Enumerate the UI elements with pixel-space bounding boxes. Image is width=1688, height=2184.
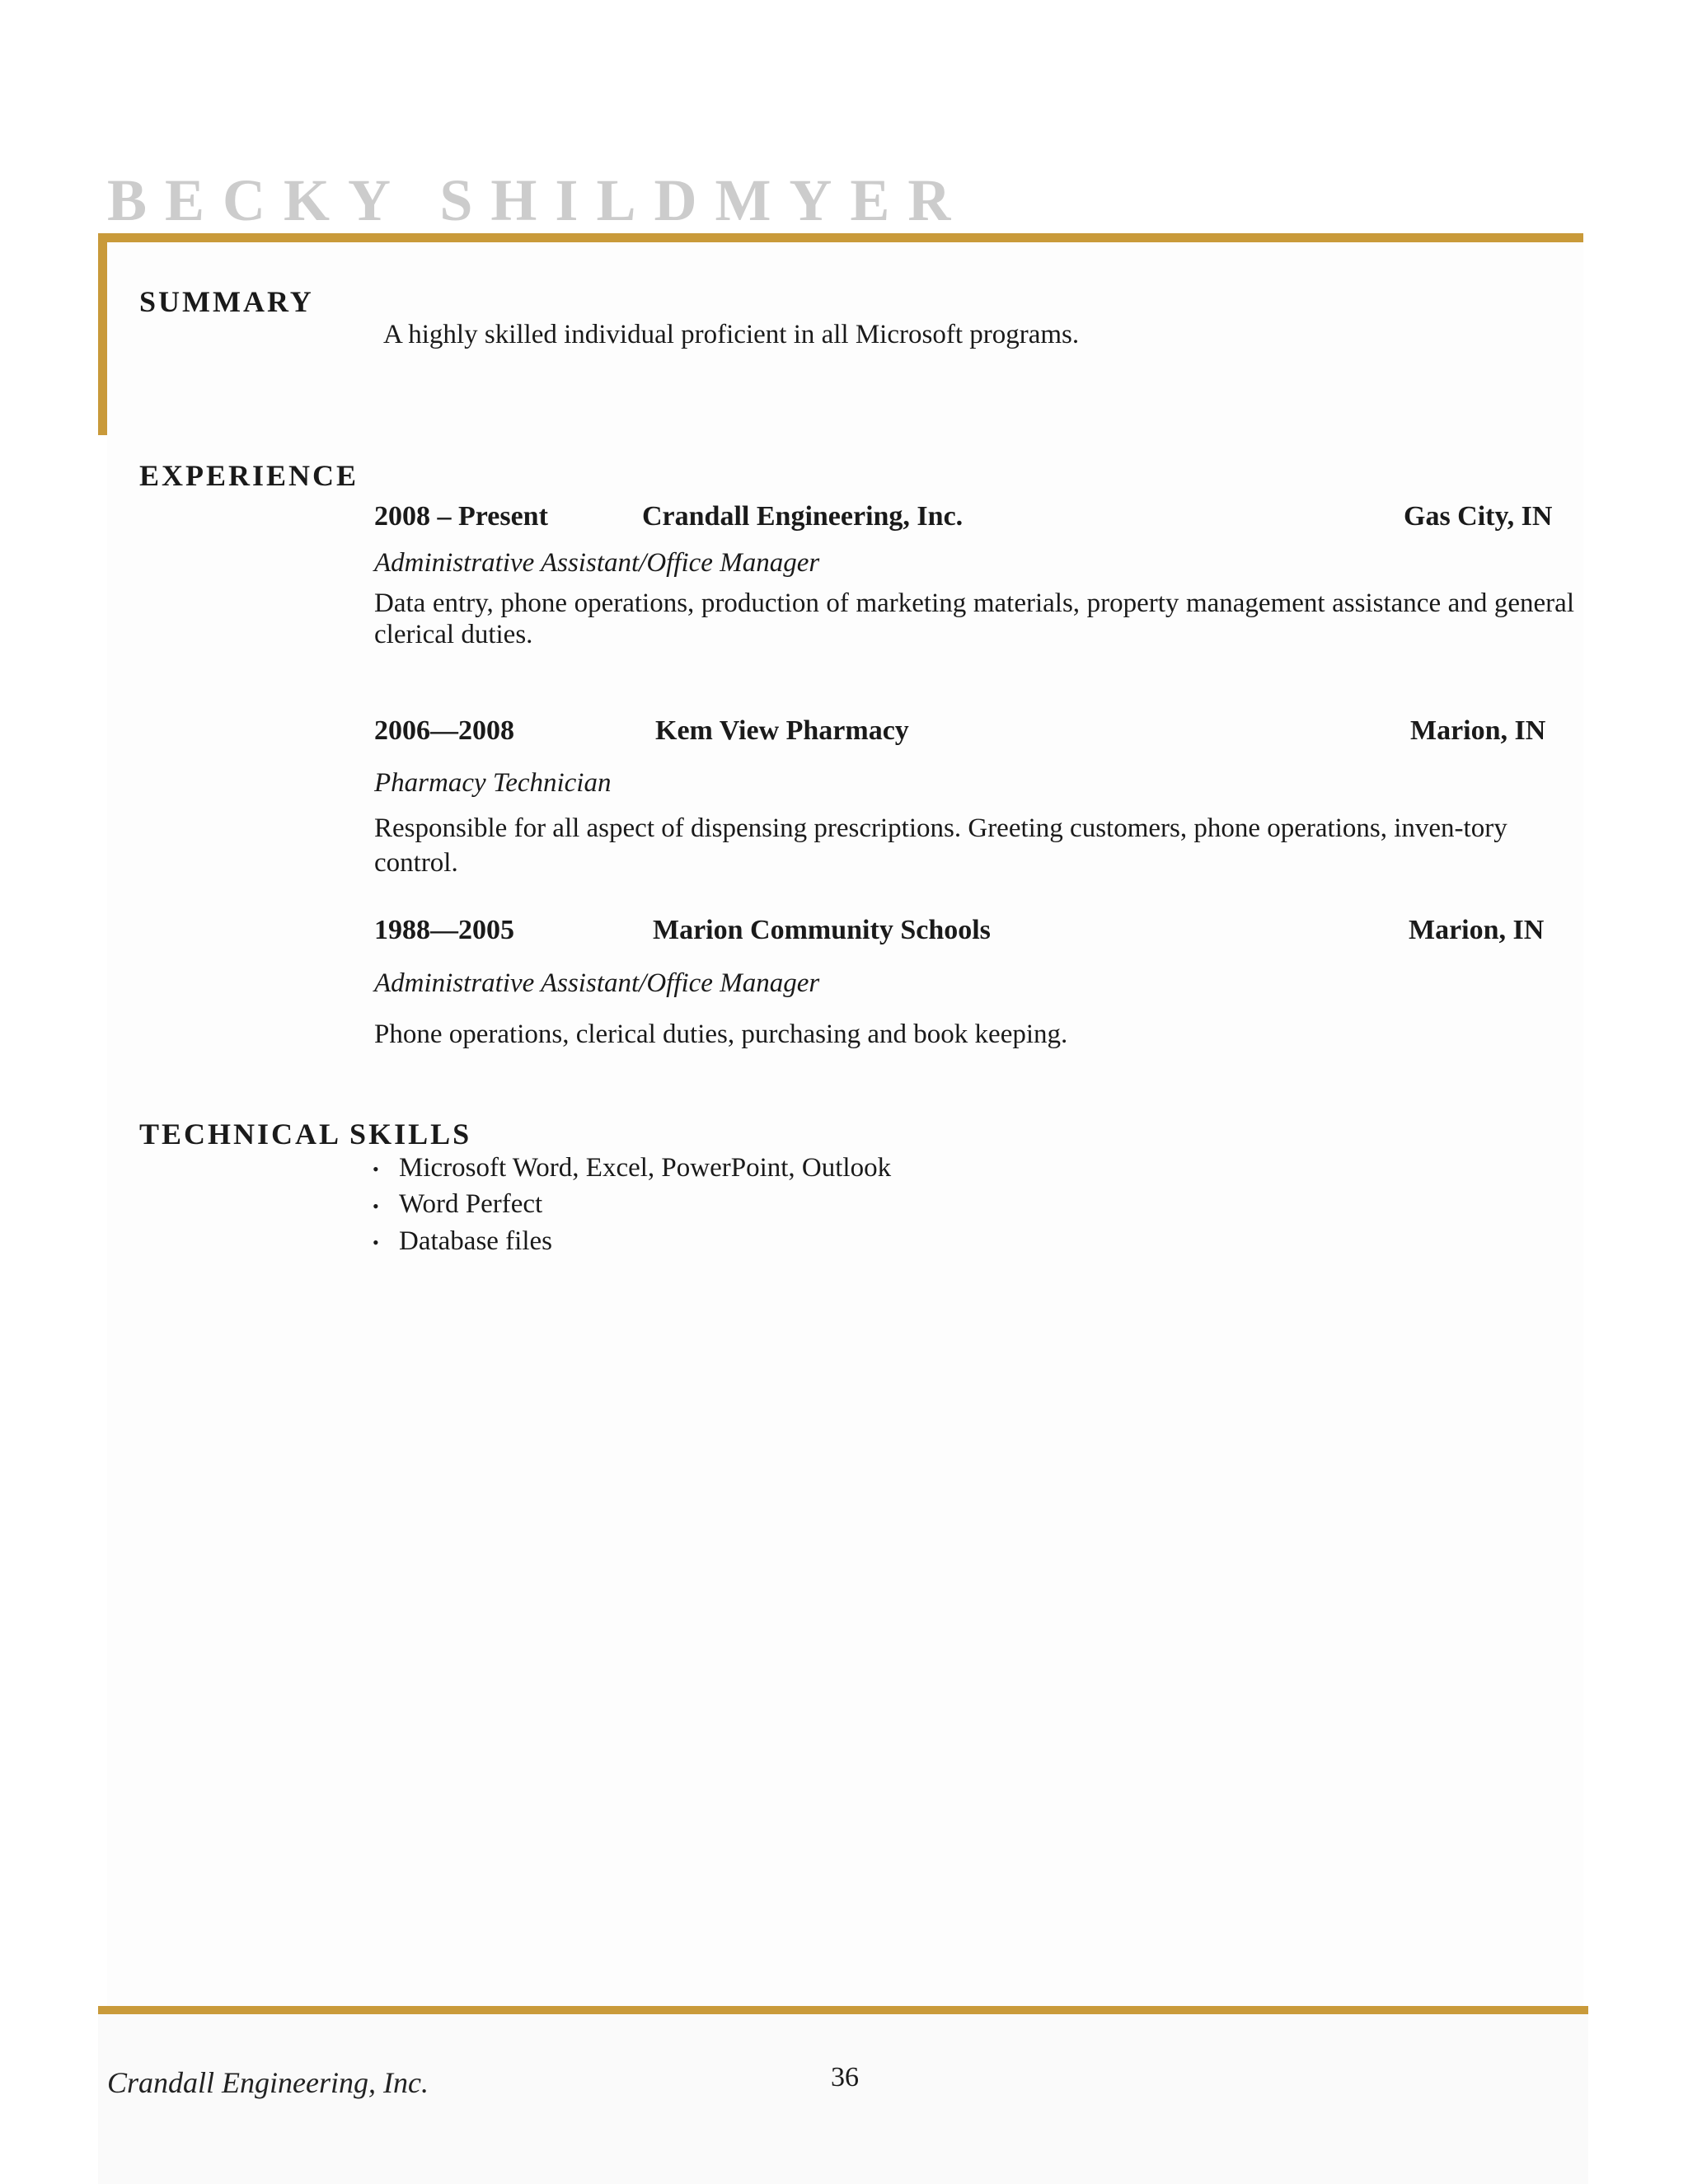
skill-text: Microsoft Word, Excel, PowerPoint, Outlook — [399, 1153, 892, 1183]
summary-heading: SUMMARY — [139, 285, 314, 318]
footer-company: Crandall Engineering, Inc. — [107, 2066, 429, 2099]
skill-text: Word Perfect — [399, 1189, 543, 1220]
skills-list — [373, 1151, 891, 1260]
job-role: Pharmacy Technician — [374, 768, 612, 798]
job-company: Crandall Engineering, Inc. — [642, 501, 964, 532]
job-description: Phone operations, clerical duties, purchasing and book keeping. — [374, 1019, 1068, 1049]
skill-item — [373, 1224, 891, 1260]
bullet-icon: • — [373, 1195, 379, 1216]
bullet-icon: • — [373, 1159, 379, 1180]
page-number: 36 — [831, 2062, 859, 2093]
job-dates: 1988—2005 — [374, 915, 514, 945]
job-location: Marion, IN — [1409, 915, 1545, 945]
header-rule — [98, 233, 1583, 242]
skill-item — [373, 1151, 891, 1187]
summary-text: A highly skilled individual proficient in all Microsoft programs. — [383, 320, 1080, 349]
job-role: Administrative Assistant/Office Manager — [374, 548, 820, 578]
job-role: Administrative Assistant/Office Manager — [374, 968, 820, 998]
bullet-icon: • — [373, 1232, 379, 1254]
skill-item — [373, 1187, 891, 1223]
job-dates: 2008 – Present — [374, 501, 548, 532]
job-description: Responsible for all aspect of dispensing prescriptions. Greeting customers, phone operations, inven-tory control. — [374, 813, 1507, 878]
job-dates: 2006—2008 — [374, 715, 514, 746]
skill-text: Database files — [399, 1226, 552, 1256]
job-location: Marion, IN — [1410, 715, 1546, 746]
technical-skills-heading: TECHNICAL SKILLS — [139, 1118, 472, 1151]
job-location: Gas City, IN — [1404, 501, 1553, 532]
summary-side-rule — [98, 233, 107, 435]
job-description: Data entry, phone operations, production of marketing materials, property management assistance and general clerical duties. — [374, 588, 1574, 649]
job-company: Marion Community Schools — [653, 915, 991, 945]
resume-name: BECKY SHILDMYER — [107, 167, 969, 233]
footer-rule — [98, 2006, 1588, 2014]
experience-heading: EXPERIENCE — [139, 459, 359, 492]
job-company: Kem View Pharmacy — [655, 715, 909, 746]
